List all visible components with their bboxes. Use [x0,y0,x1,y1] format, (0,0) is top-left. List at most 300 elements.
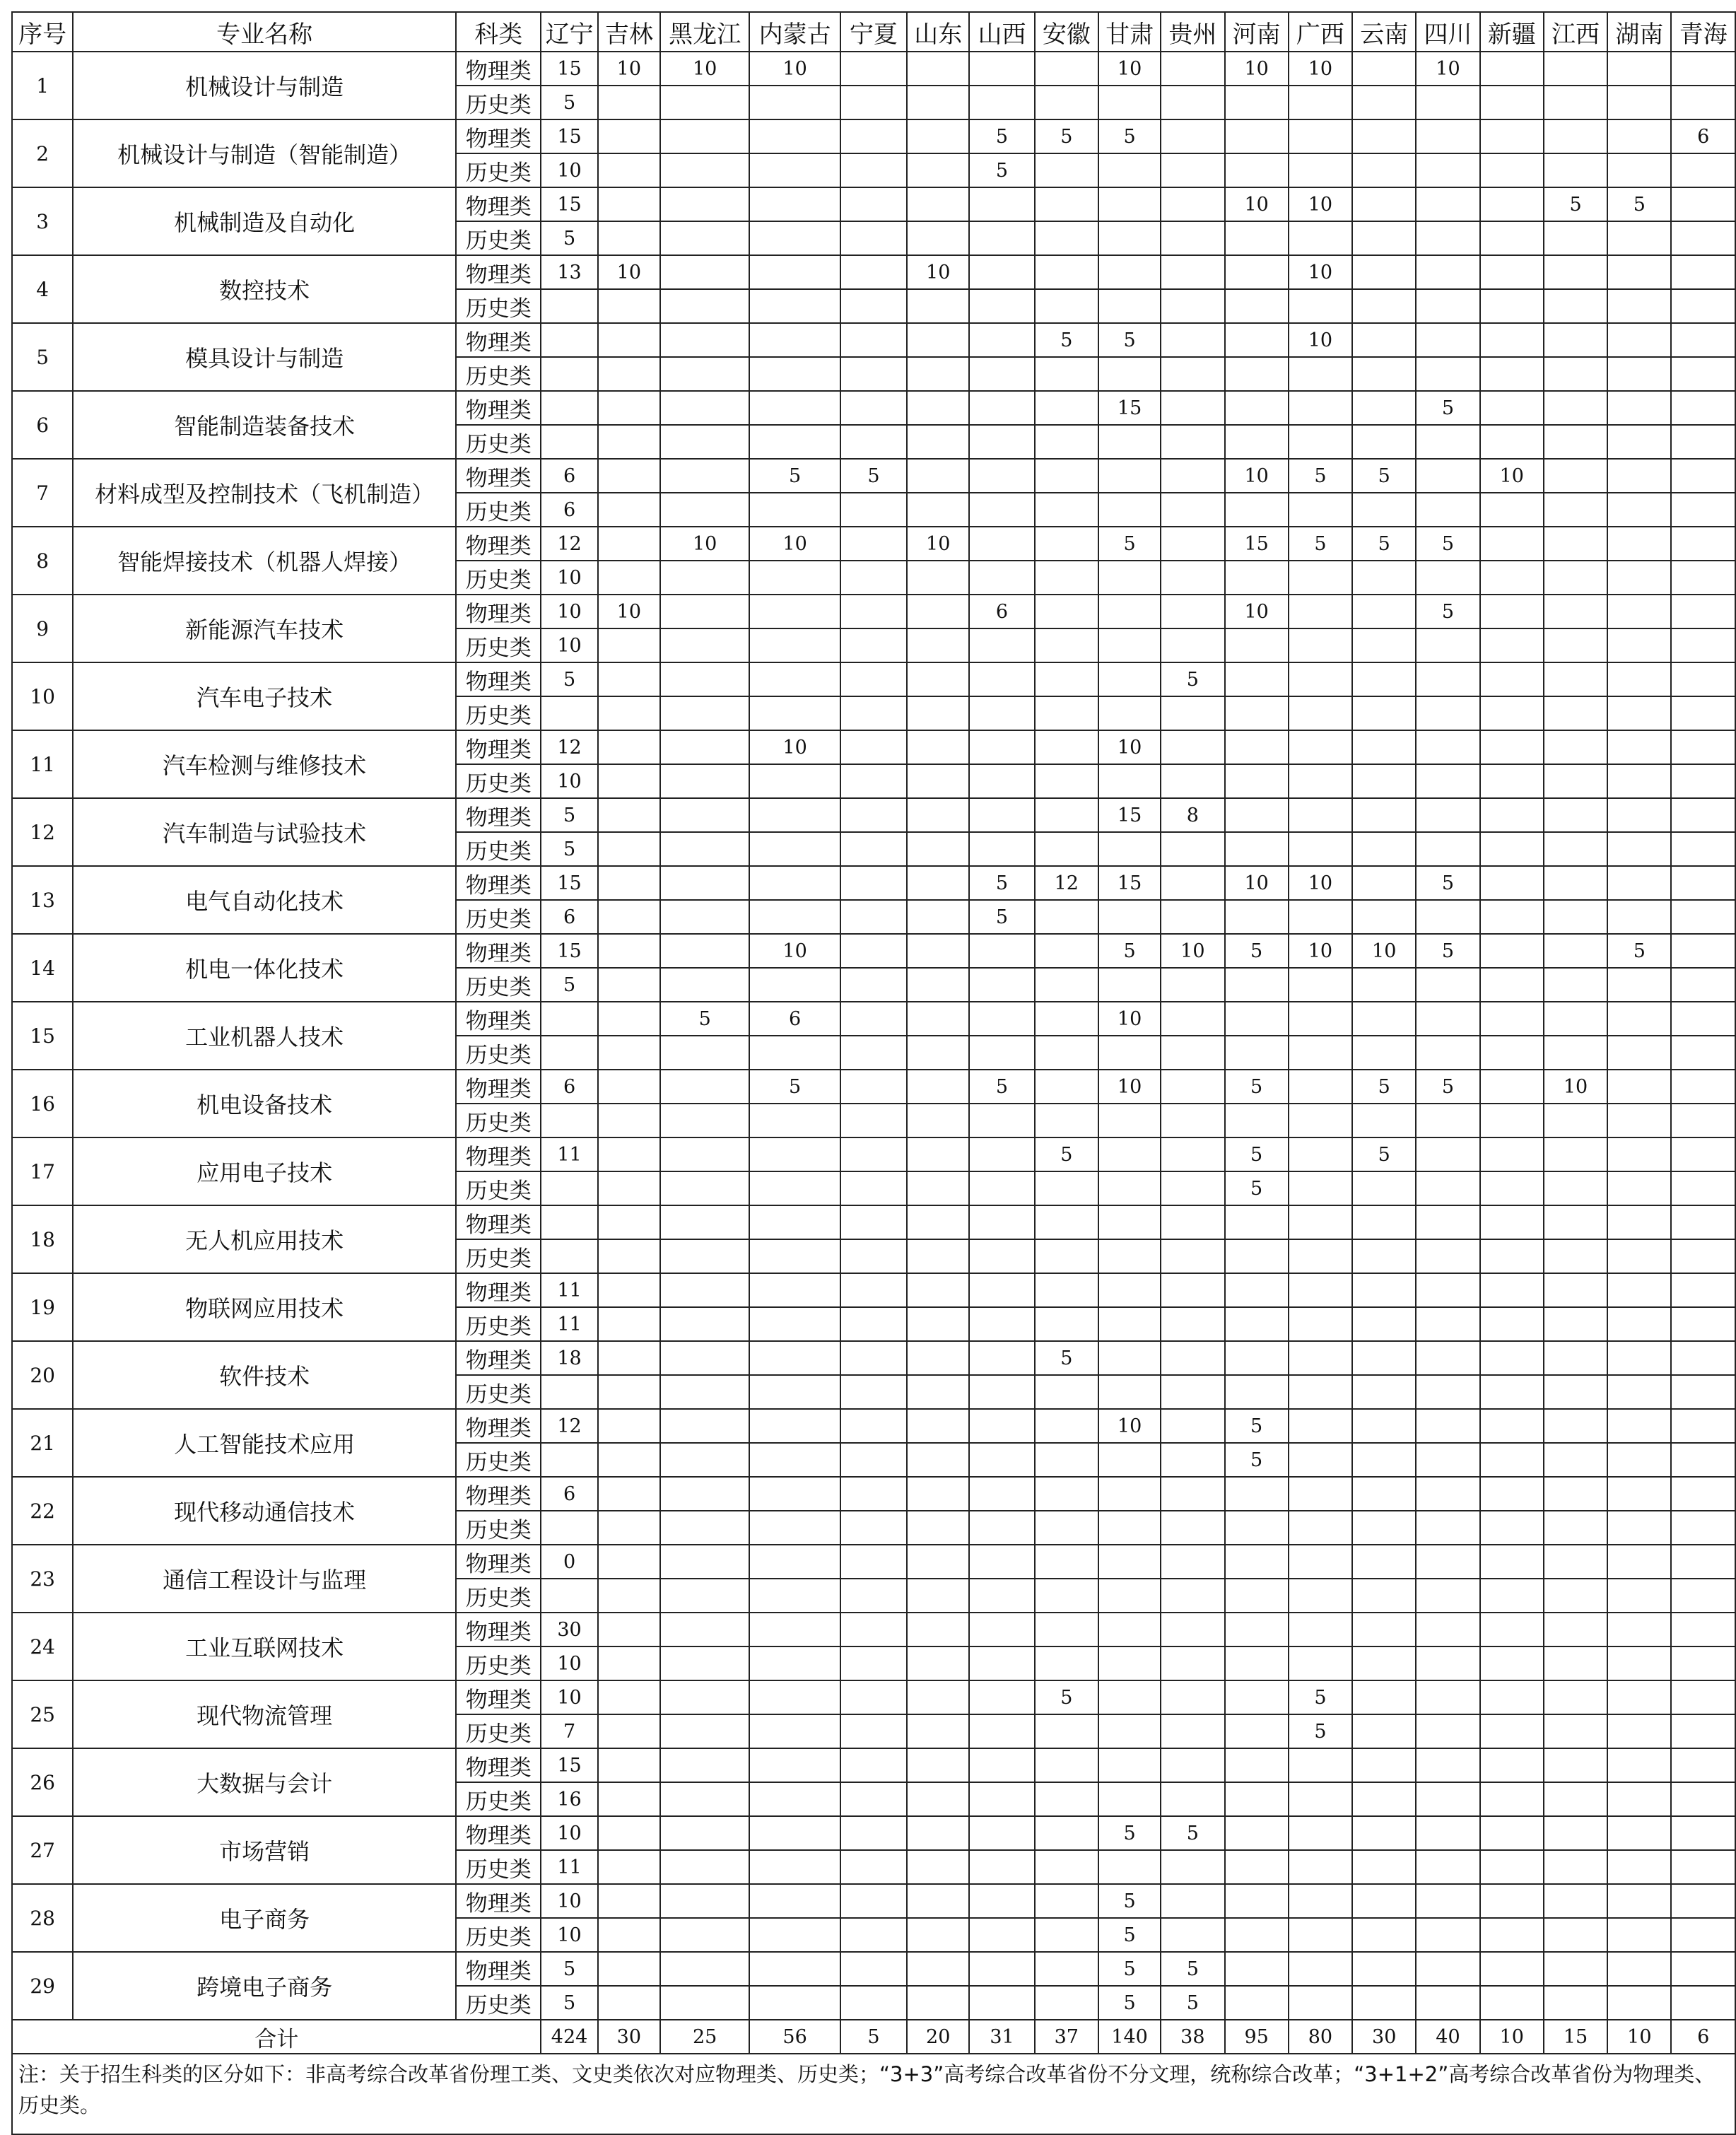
quota-cell [1161,696,1224,730]
quota-cell [1035,1714,1098,1748]
quota-cell: 5 [969,866,1034,900]
quota-cell: 5 [840,459,907,493]
quota-cell [660,391,749,425]
quota-cell [907,1646,969,1680]
quota-cell [907,662,969,696]
quota-cell [598,1273,660,1307]
quota-cell [1544,527,1607,561]
quota-cell [1416,1409,1479,1443]
category-label: 历史类 [456,1171,541,1205]
quota-cell [1480,764,1544,798]
quota-cell [1607,52,1671,86]
quota-cell [1416,1036,1479,1070]
quota-cell [907,1375,969,1409]
quota-cell [1289,1986,1352,2020]
quota-cell [1480,153,1544,187]
quota-cell [1098,1341,1161,1375]
quota-cell [840,1816,907,1850]
quota-cell [969,1952,1034,1986]
quota-cell [907,1918,969,1952]
quota-cell [840,323,907,357]
quota-cell [1671,255,1735,289]
quota-cell [1098,696,1161,730]
quota-cell [1416,1104,1479,1137]
quota-cell: 10 [1098,730,1161,764]
quota-cell [1352,1680,1416,1714]
quota-cell [969,1613,1034,1646]
quota-cell [1480,1273,1544,1307]
quota-cell [1480,1171,1544,1205]
quota-cell: 10 [1225,866,1289,900]
quota-cell [1480,1613,1544,1646]
major-name: 现代物流管理 [73,1680,456,1748]
quota-cell: 10 [1289,255,1352,289]
quota-cell: 15 [541,934,597,968]
quota-cell [749,1477,840,1511]
quota-cell [660,1443,749,1477]
quota-cell [598,1986,660,2020]
major-name: 通信工程设计与监理 [73,1545,456,1613]
quota-cell [1161,323,1224,357]
quota-cell [1098,832,1161,866]
quota-cell [1225,968,1289,1002]
quota-cell [749,900,840,934]
quota-cell [1416,1646,1479,1680]
quota-cell [1161,968,1224,1002]
quota-cell [1607,459,1671,493]
quota-cell [598,1239,660,1273]
quota-cell [1225,764,1289,798]
quota-cell [1098,289,1161,323]
quota-cell [840,1341,907,1375]
quota-cell [907,1816,969,1850]
category-label: 历史类 [456,1036,541,1070]
quota-cell [1225,1307,1289,1341]
quota-cell [1544,493,1607,527]
quota-cell [1289,153,1352,187]
quota-cell [1035,459,1098,493]
category-label: 物理类 [456,1409,541,1443]
quota-cell [1607,561,1671,595]
total-cell: 56 [749,2020,840,2054]
quota-cell [1671,1850,1735,1884]
quota-cell [1098,1137,1161,1171]
quota-cell [1098,357,1161,391]
total-cell: 80 [1289,2020,1352,2054]
quota-cell [1607,323,1671,357]
total-cell: 20 [907,2020,969,2054]
quota-cell [660,1137,749,1171]
quota-cell [598,86,660,119]
quota-cell [749,1680,840,1714]
table-row [12,1070,1735,1104]
quota-cell: 10 [1480,459,1544,493]
quota-cell [1671,934,1735,968]
quota-cell [1607,595,1671,628]
quota-cell [749,968,840,1002]
quota-cell [840,527,907,561]
quota-cell [1544,1273,1607,1307]
category-label: 历史类 [456,153,541,187]
quota-cell [598,968,660,1002]
quota-cell [1161,1613,1224,1646]
quota-cell [598,1443,660,1477]
quota-cell [1480,1307,1544,1341]
quota-cell [907,323,969,357]
quota-cell: 15 [541,866,597,900]
quota-cell: 5 [1352,1137,1416,1171]
quota-cell [969,934,1034,968]
major-name: 跨境电子商务 [73,1952,456,2020]
quota-cell [660,1477,749,1511]
quota-cell [598,561,660,595]
quota-cell [660,1613,749,1646]
quota-cell [598,357,660,391]
quota-cell [1225,1205,1289,1239]
quota-cell [749,1986,840,2020]
quota-cell [1289,628,1352,662]
quota-cell [1161,1850,1224,1884]
quota-cell [598,187,660,221]
quota-cell [1671,1104,1735,1137]
major-name: 机电设备技术 [73,1070,456,1137]
quota-cell: 5 [1098,934,1161,968]
quota-cell [1289,1375,1352,1409]
quota-cell [660,1511,749,1545]
quota-cell [1480,662,1544,696]
row-index: 4 [12,255,73,323]
table-row [12,1884,1735,1918]
row-index: 2 [12,119,73,187]
quota-cell [1098,493,1161,527]
quota-cell [907,1205,969,1239]
quota-cell [749,1646,840,1680]
row-index: 16 [12,1070,73,1137]
quota-cell [907,1579,969,1613]
quota-cell [969,832,1034,866]
quota-cell: 5 [1416,866,1479,900]
quota-cell: 5 [541,1986,597,2020]
quota-cell [1289,1307,1352,1341]
quota-cell [1544,730,1607,764]
quota-cell [1416,1850,1479,1884]
quota-cell [749,1952,840,1986]
quota-cell [660,119,749,153]
quota-cell [660,662,749,696]
quota-cell [1161,764,1224,798]
quota-cell [598,866,660,900]
quota-cell: 5 [1098,1918,1161,1952]
quota-cell [1035,1477,1098,1511]
quota-cell [598,696,660,730]
quota-cell [1035,1952,1098,1986]
quota-cell: 11 [541,1307,597,1341]
quota-cell [1416,323,1479,357]
quota-cell [1544,357,1607,391]
quota-cell: 10 [1225,459,1289,493]
quota-cell [1671,764,1735,798]
quota-cell [1098,255,1161,289]
quota-cell [1607,1782,1671,1816]
header-province: 河南 [1225,12,1289,52]
quota-cell [840,561,907,595]
quota-cell [1161,832,1224,866]
quota-cell [1161,1036,1224,1070]
quota-cell [1544,1036,1607,1070]
category-label: 历史类 [456,357,541,391]
quota-cell [1544,221,1607,255]
quota-cell [1098,1443,1161,1477]
category-label: 物理类 [456,595,541,628]
category-label: 历史类 [456,1714,541,1748]
quota-cell [1225,1104,1289,1137]
quota-cell: 10 [1416,52,1479,86]
major-name: 物联网应用技术 [73,1273,456,1341]
quota-cell [1352,561,1416,595]
quota-cell [1607,255,1671,289]
quota-cell [1480,391,1544,425]
total-cell: 38 [1161,2020,1224,2054]
quota-cell [1607,289,1671,323]
row-index: 10 [12,662,73,730]
quota-cell [1225,153,1289,187]
quota-cell [969,493,1034,527]
quota-cell [660,1375,749,1409]
header-province: 黑龙江 [660,12,749,52]
quota-cell [840,289,907,323]
quota-cell [598,764,660,798]
quota-cell [598,153,660,187]
quota-cell [1161,595,1224,628]
header-row [12,12,1735,52]
quota-cell [598,289,660,323]
quota-cell [969,391,1034,425]
quota-cell [969,1375,1034,1409]
quota-cell [1607,1239,1671,1273]
quota-cell [907,1511,969,1545]
quota-cell [1098,1680,1161,1714]
quota-cell [1035,1375,1098,1409]
quota-cell [1544,1816,1607,1850]
quota-cell [1480,187,1544,221]
quota-cell [907,425,969,459]
quota-cell [1480,628,1544,662]
quota-cell [969,187,1034,221]
major-name: 机械设计与制造（智能制造） [73,119,456,187]
quota-cell [598,1307,660,1341]
quota-cell [907,1884,969,1918]
quota-cell [749,1918,840,1952]
quota-cell [1225,1511,1289,1545]
quota-cell [1671,289,1735,323]
table-row [12,1816,1735,1850]
quota-cell [1098,1646,1161,1680]
table-row [12,1545,1735,1579]
quota-cell [1416,1171,1479,1205]
quota-cell [907,595,969,628]
quota-cell [1035,1918,1098,1952]
quota-cell [1544,934,1607,968]
quota-cell [749,1884,840,1918]
quota-cell [1544,1714,1607,1748]
major-name: 新能源汽车技术 [73,595,456,662]
row-index: 5 [12,323,73,391]
category-label: 物理类 [456,1341,541,1375]
quota-cell [1289,900,1352,934]
quota-cell [1352,119,1416,153]
quota-cell [1035,628,1098,662]
category-label: 历史类 [456,1511,541,1545]
quota-cell: 10 [907,255,969,289]
quota-cell: 30 [541,1613,597,1646]
quota-cell: 5 [1035,119,1098,153]
quota-cell [1161,86,1224,119]
quota-cell [907,187,969,221]
quota-cell [598,1850,660,1884]
quota-cell [1607,1205,1671,1239]
quota-cell [660,1171,749,1205]
quota-cell [907,934,969,968]
quota-cell [1161,561,1224,595]
quota-cell [660,1884,749,1918]
quota-cell [1480,357,1544,391]
quota-cell [1544,52,1607,86]
table-row [12,1273,1735,1307]
quota-cell [1352,1986,1416,2020]
quota-cell [840,1409,907,1443]
quota-cell [749,493,840,527]
quota-cell [1480,1375,1544,1409]
quota-cell [1098,561,1161,595]
category-label: 物理类 [456,391,541,425]
quota-cell [1544,323,1607,357]
quota-cell [1671,1986,1735,2020]
quota-cell: 10 [1225,595,1289,628]
quota-cell [1416,425,1479,459]
quota-cell [1035,52,1098,86]
quota-cell [1035,1884,1098,1918]
quota-cell [907,119,969,153]
quota-cell [1416,1986,1479,2020]
quota-cell [1416,289,1479,323]
quota-cell [1352,1850,1416,1884]
quota-cell [1035,527,1098,561]
quota-cell [1035,187,1098,221]
total-cell: 25 [660,2020,749,2054]
quota-cell [1480,1646,1544,1680]
quota-cell [1225,1002,1289,1036]
category-label: 历史类 [456,628,541,662]
quota-cell [749,391,840,425]
table-row [12,1613,1735,1646]
quota-cell [660,357,749,391]
quota-cell [1289,968,1352,1002]
quota-cell [541,391,597,425]
quota-cell [598,1884,660,1918]
quota-cell [1161,730,1224,764]
quota-cell [541,1002,597,1036]
quota-cell [907,1104,969,1137]
quota-cell [1607,1036,1671,1070]
quota-cell: 6 [541,493,597,527]
quota-cell: 5 [1289,1680,1352,1714]
category-label: 物理类 [456,1680,541,1714]
quota-cell [1289,595,1352,628]
total-cell: 6 [1671,2020,1735,2054]
quota-cell: 6 [969,595,1034,628]
quota-cell [1480,1070,1544,1104]
quota-cell [660,1070,749,1104]
quota-cell [1161,52,1224,86]
quota-cell [1035,730,1098,764]
quota-cell: 10 [660,527,749,561]
quota-cell [1352,1816,1416,1850]
quota-cell [1161,493,1224,527]
quota-cell [1544,595,1607,628]
quota-cell [660,561,749,595]
quota-cell [840,221,907,255]
major-name: 机电一体化技术 [73,934,456,1002]
quota-cell [1544,153,1607,187]
quota-cell [840,187,907,221]
quota-cell [1480,1104,1544,1137]
quota-cell [1544,1104,1607,1137]
quota-cell [598,730,660,764]
quota-cell [1544,1952,1607,1986]
quota-cell [660,730,749,764]
quota-cell [1671,1307,1735,1341]
quota-cell [660,289,749,323]
quota-cell [1607,1307,1671,1341]
quota-cell: 5 [1607,187,1671,221]
quota-cell [907,1613,969,1646]
quota-cell [907,1477,969,1511]
quota-cell [1035,1002,1098,1036]
quota-cell [1289,1205,1352,1239]
table-row [12,1409,1735,1443]
quota-cell [840,1070,907,1104]
quota-cell [598,900,660,934]
quota-cell [1607,662,1671,696]
total-cell: 15 [1544,2020,1607,2054]
quota-cell [1416,764,1479,798]
quota-cell [598,1952,660,1986]
quota-cell [840,968,907,1002]
quota-cell [541,289,597,323]
quota-cell [660,1918,749,1952]
quota-cell [1225,1850,1289,1884]
quota-cell [1289,391,1352,425]
quota-cell [749,119,840,153]
category-label: 物理类 [456,1002,541,1036]
quota-cell [1352,900,1416,934]
quota-cell [1671,696,1735,730]
quota-cell [1671,1205,1735,1239]
quota-cell [1352,1036,1416,1070]
quota-cell [1098,425,1161,459]
quota-cell: 10 [598,595,660,628]
quota-cell [660,425,749,459]
quota-cell [840,119,907,153]
quota-cell [969,527,1034,561]
quota-cell [1671,1273,1735,1307]
row-index: 28 [12,1884,73,1952]
quota-cell [1161,1782,1224,1816]
quota-cell: 15 [1098,391,1161,425]
quota-cell: 5 [1544,187,1607,221]
quota-cell [1480,1477,1544,1511]
quota-cell [969,459,1034,493]
